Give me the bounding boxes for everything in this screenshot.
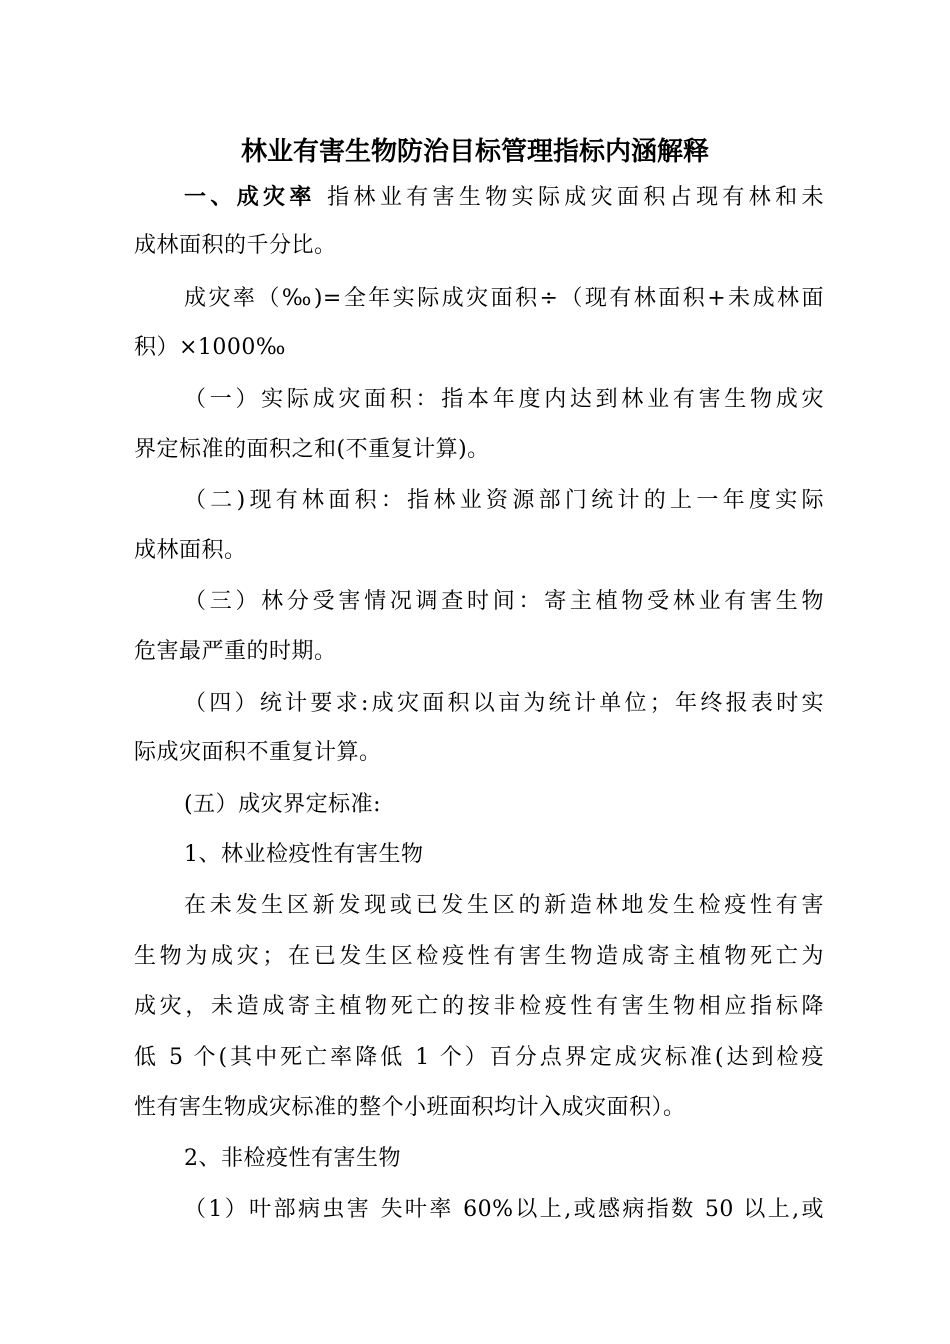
paragraph-line: （1）叶部病虫害 失叶率 60%以上,或感病指数 50 以上,或 xyxy=(184,1197,824,1222)
paragraph-line: 性有害生物成灾标准的整个小班面积均计入成灾面积）。 xyxy=(134,1095,686,1120)
paragraph-line: 低 5 个(其中死亡率降低 1 个）百分点界定成灾标准(达到检疫 xyxy=(134,1045,824,1070)
paragraph-line xyxy=(184,181,824,214)
paragraph-line: 危害最严重的时期。 xyxy=(134,639,337,664)
paragraph-line: 际成灾面积不重复计算。 xyxy=(134,740,382,765)
paragraph-line: （二)现有林面积：指林业资源部门统计的上一年度实际 xyxy=(184,488,824,513)
paragraph-line: 在未发生区新发现或已发生区的新造林地发生检疫性有害 xyxy=(184,893,824,918)
paragraph-line: （四）统计要求:成灾面积以亩为统计单位；年终报表时实 xyxy=(184,691,824,716)
paragraph-line: 2、非检疫性有害生物 xyxy=(184,1146,401,1171)
paragraph-line: 成灾率（‰)=全年实际成灾面积÷（现有林面积+未成林面 xyxy=(184,286,824,311)
document-title: 林业有害生物防治目标管理指标内涵解释 xyxy=(240,137,709,167)
paragraph-line: 生物为成灾；在已发生区检疫性有害生物造成寄主植物死亡为 xyxy=(134,944,824,969)
paragraph-line: 积）×1000‰ xyxy=(134,335,286,360)
paragraph-line: （一）实际成灾面积：指本年度内达到林业有害生物成灾 xyxy=(184,387,824,412)
line-text: 指林业有害生物实际成灾面积占现有林和未 xyxy=(315,185,824,210)
paragraph-line: 成林面积。 xyxy=(134,538,247,563)
paragraph-line: 成林面积的千分比。 xyxy=(134,233,337,258)
paragraph-line: （三）林分受害情况调查时间：寄主植物受林业有害生物 xyxy=(184,589,824,614)
section-heading: 一、成灾率 xyxy=(184,184,316,210)
paragraph-line: 成灾，未造成寄主植物死亡的按非检疫性有害生物相应指标降 xyxy=(134,994,824,1019)
paragraph-line: 1、林业检疫性有害生物 xyxy=(184,842,424,867)
paragraph-line: (五）成灾界定标准: xyxy=(184,792,381,817)
paragraph-line: 界定标准的面积之和(不重复计算)。 xyxy=(134,437,490,462)
